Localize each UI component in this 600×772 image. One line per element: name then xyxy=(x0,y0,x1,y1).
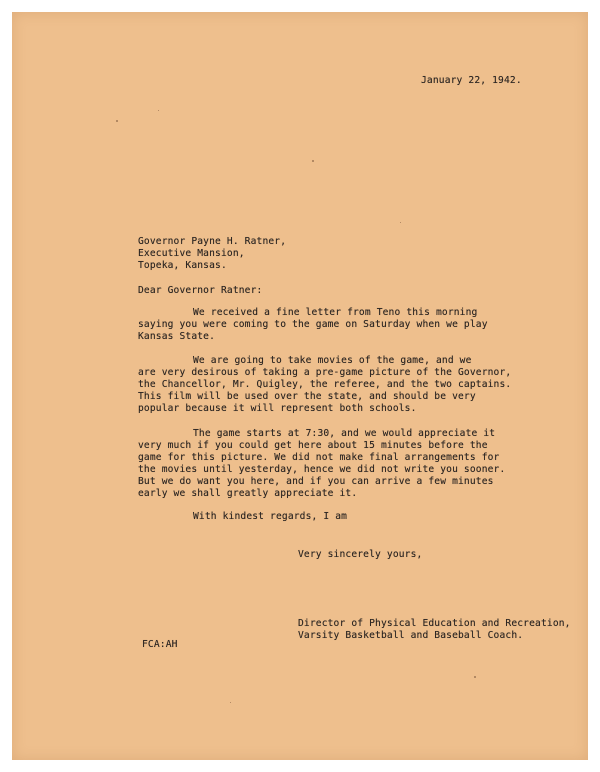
letter-date: January 22, 1942. xyxy=(421,75,522,86)
paragraph-3-line-4: the movies until yesterday, hence we did not write you sooner. xyxy=(138,464,506,475)
paragraph-2-line-5: popular because it will represent both schools. xyxy=(138,403,417,414)
paragraph-2-line-4: This film will be used over the state, and should be very xyxy=(138,391,476,402)
paper-speck xyxy=(158,110,159,111)
paper-speck xyxy=(116,120,118,122)
paragraph-2-line-2: are very desirous of taking a pre-game picture of the Governor, xyxy=(138,367,512,378)
paper-speck xyxy=(474,676,476,678)
recipient-street: Executive Mansion, xyxy=(138,248,245,259)
complimentary-close: Very sincerely yours, xyxy=(298,549,423,560)
paper-speck xyxy=(230,702,231,703)
closing-line: With kindest regards, I am xyxy=(193,511,348,522)
signature-title-2: Varsity Basketball and Baseball Coach. xyxy=(298,630,524,641)
paragraph-2-line-1: We are going to take movies of the game, and we xyxy=(193,355,472,366)
paragraph-3-line-3: game for this picture. We did not make final arrangements for xyxy=(138,452,500,463)
paragraph-3-line-2: very much if you could get here about 15 minutes before the xyxy=(138,440,488,451)
letter-page xyxy=(12,12,588,760)
paragraph-1-line-1: We received a fine letter from Teno this morning xyxy=(193,307,478,318)
paper-speck xyxy=(312,160,314,162)
signature-title-1: Director of Physical Education and Recreation, xyxy=(298,618,571,629)
paragraph-1-line-3: Kansas State. xyxy=(138,331,216,342)
paragraph-3-line-1: The game starts at 7:30, and we would appreciate it xyxy=(193,428,496,439)
recipient-city: Topeka, Kansas. xyxy=(138,260,227,271)
recipient-name: Governor Payne H. Ratner, xyxy=(138,236,287,247)
paragraph-1-line-2: saying you were coming to the game on Saturday when we play xyxy=(138,319,488,330)
salutation: Dear Governor Ratner: xyxy=(138,285,263,296)
paragraph-3-line-5: But we do want you here, and if you can arrive a few minutes xyxy=(138,476,494,487)
paragraph-2-line-3: the Chancellor, Mr. Quigley, the referee, and the two captains. xyxy=(138,379,512,390)
paragraph-3-line-6: early we shall greatly appreciate it. xyxy=(138,488,358,499)
paper-speck xyxy=(400,222,401,223)
typist-initials: FCA:AH xyxy=(142,639,178,650)
